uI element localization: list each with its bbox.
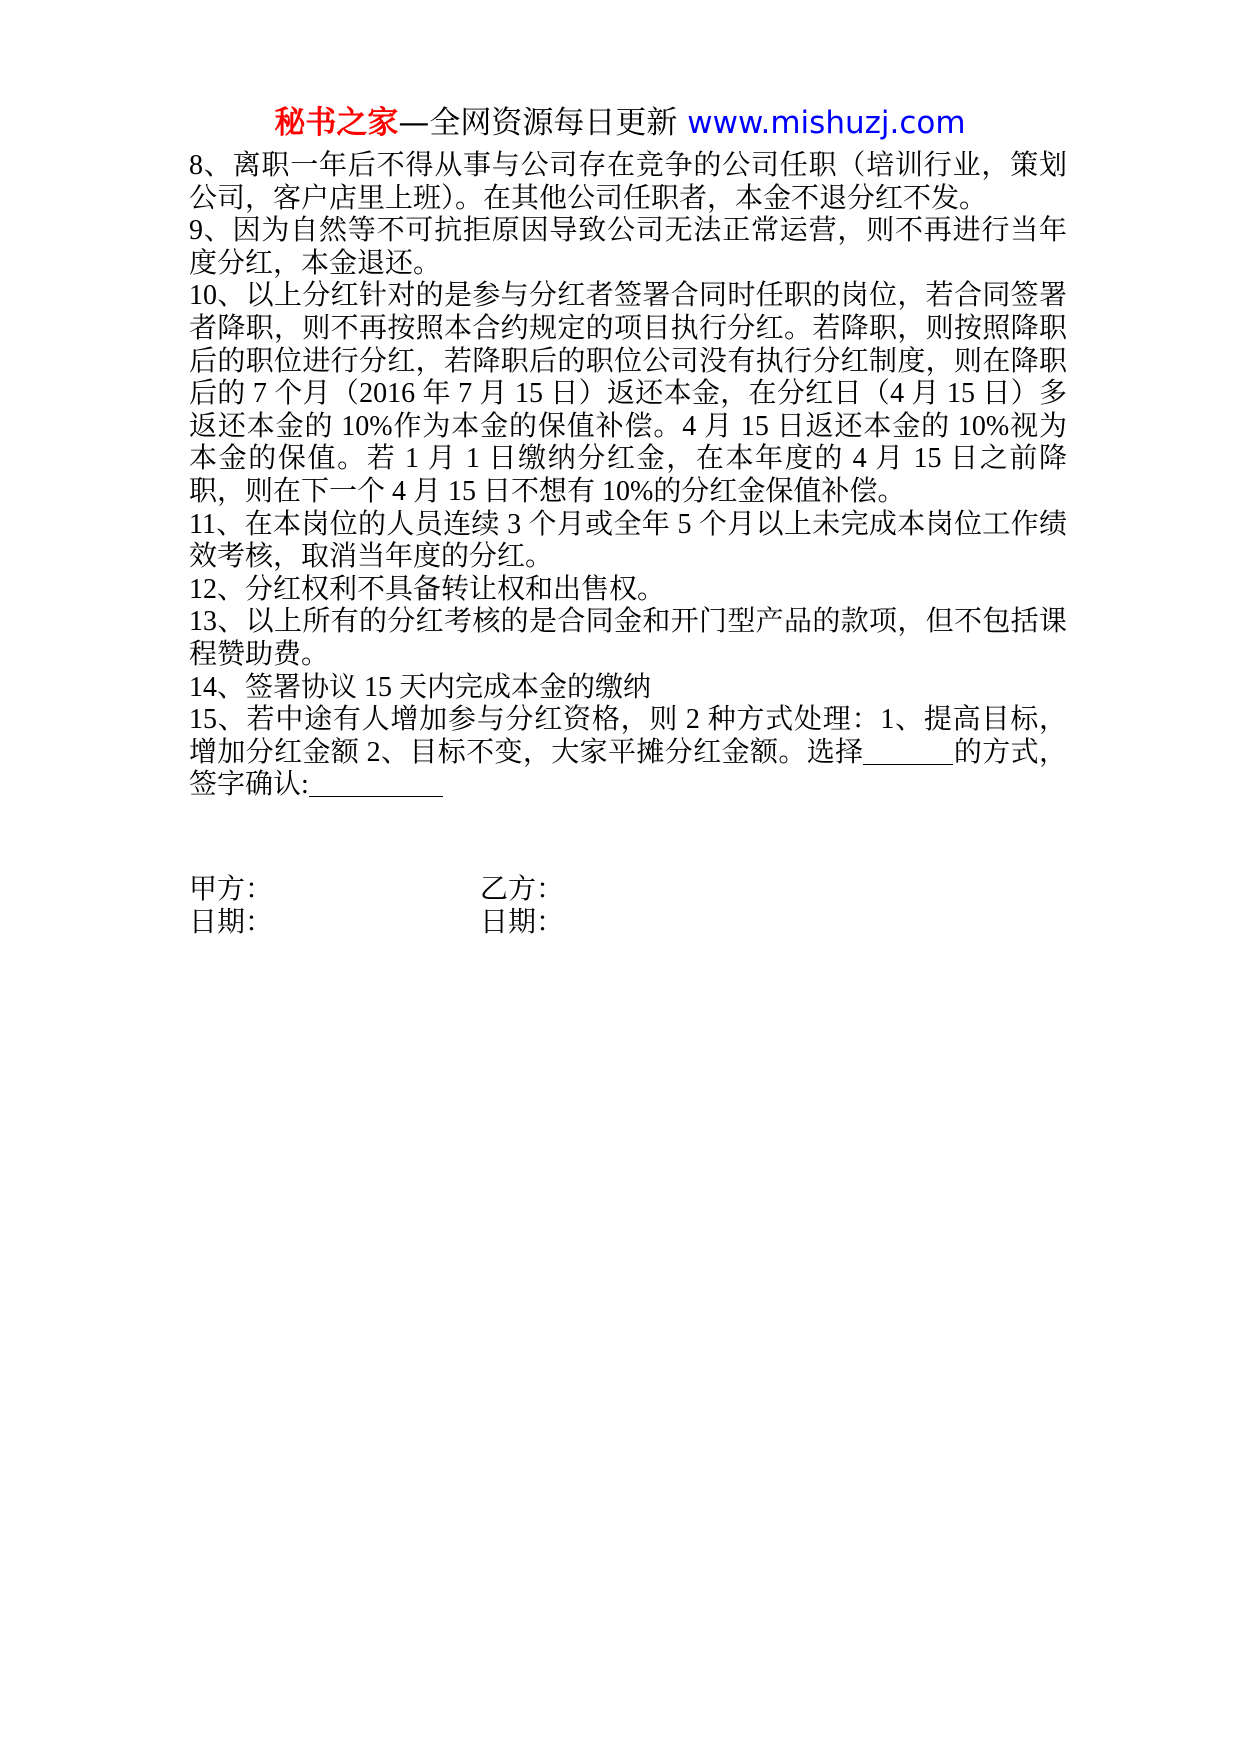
signature-block	[189, 874, 889, 939]
contract-clauses	[189, 150, 1067, 802]
site-url-link[interactable]: www.mishuzj.com	[687, 105, 966, 141]
page-header	[0, 100, 1240, 146]
choice-blank-field[interactable]	[863, 738, 953, 765]
party-row	[189, 874, 889, 907]
clause-15	[189, 704, 1067, 802]
clause-14: 14、签署协议 15 天内完成本金的缴纳	[189, 671, 652, 703]
clause-13: 13、以上所有的分红考核的是合同金和开门型产品的款项，但不包括课程赞助费。	[189, 606, 1067, 670]
party-b-label: 乙方：	[480, 874, 565, 905]
clause-15-text-1: 15、若中途有人增加参与分红资格，则 2 种方式处理：1、提高目标，增加分红金额 2、目标不变，大家平摊分红金额。选择	[189, 704, 1067, 768]
clause-8: 8、离职一年后不得从事与公司存在竞争的公司任职（培训行业，策划公司，客户店里上班）。在其他公司任职者，本金不退分红不发。	[189, 150, 1067, 214]
clause-15-text-2: 的方式，签字确认:	[189, 736, 1067, 801]
clause-12: 12、分红权利不具备转让权和出售权。	[189, 573, 666, 605]
party-a-label: 甲方：	[189, 874, 274, 905]
signature-blank-field[interactable]	[309, 770, 443, 797]
clause-9: 9、因为自然等不可抗拒原因导致公司无法正常运营，则不再进行当年度分红，本金退还。	[189, 215, 1067, 279]
clause-10: 10、以上分红针对的是参与分红者签署合同时任职的岗位，若合同签署者降职，则不再按照本合约规定的项目执行分红。若降职，则按照降职后的职位进行分红，若降职后的职位公司没有执行分红制度，则在降职后的 7 个月（2016 年 7 月 15 日）返还本金，在分红日（4 月 15 日）多返还本金的 10%作为本金的保值补偿。4 月 15 日返还本金的 10%视为本金的保值。若 1 月 1 日缴纳分红金，在本年度的 4 月 15 日之前降职，则在下一个 4 月 15 日不想有 10%的分红金保值补偿。	[189, 280, 1067, 507]
header-slogan: —全网资源每日更新	[398, 105, 688, 141]
date-b-label: 日期：	[480, 906, 565, 938]
clause-11: 11、在本岗位的人员连续 3 个月或全年 5 个月以上未完成本岗位工作绩效考核，取消当年度的分红。	[189, 508, 1067, 573]
brand-name: 秘书之家	[274, 105, 399, 141]
date-row	[189, 907, 889, 940]
date-a-label: 日期：	[189, 906, 274, 938]
